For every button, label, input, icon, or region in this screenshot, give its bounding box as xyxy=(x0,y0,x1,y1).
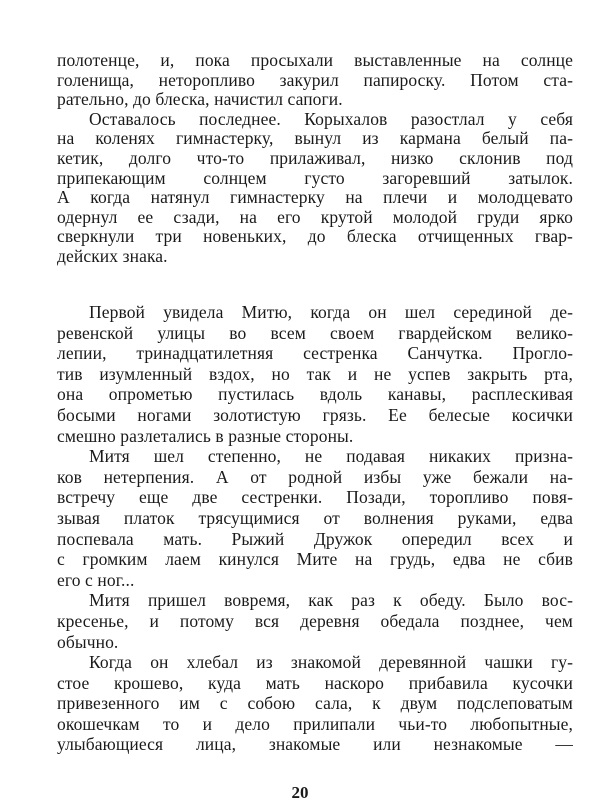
page-number: 20 xyxy=(291,783,309,802)
text-line: лепии, тринадцатилетняя сестренка Санчутка. Прогло- xyxy=(57,343,573,364)
text-line: А когда натянул гимнастерку на плечи и молодцевато xyxy=(57,187,573,208)
text-line: поспевала мать. Рыжий Дружок опередил всех и xyxy=(57,528,573,549)
text-line: рательно, до блеска, начистил сапоги. xyxy=(57,89,343,110)
text-line: ревенской улицы во всем своем гвардейском велико- xyxy=(57,322,573,343)
text-line: окошечкам то и дело прилипали чьи-то любопытные, xyxy=(57,713,573,734)
text-line: ков нетерпения. А от родной избы уже бежали на- xyxy=(57,466,573,487)
text-line: зывая платок трясущимися от волнения руками, едва xyxy=(57,507,573,528)
paragraph xyxy=(57,446,573,590)
text-line: смешно разлетались в разные стороны. xyxy=(57,425,354,446)
text-section-after-break xyxy=(57,302,573,755)
text-line: Первой увидела Митю, когда он шел серединой де- xyxy=(89,302,573,322)
text-line: встречу еще две сестренки. Позади, торопливо повя- xyxy=(57,487,573,508)
text-line: дейских знака. xyxy=(57,245,168,266)
text-line: Митя пришел вовремя, как раз к обеду. Было вос- xyxy=(89,590,573,611)
text-line: сверкнули три новеньких, до блеска отчищенных гвар- xyxy=(57,226,573,247)
text-line: припекающим солнцем густо загоревший затылок. xyxy=(57,167,573,188)
text-section-before-break xyxy=(57,51,573,267)
text-line: Митя шел степенно, не подавая никаких призна- xyxy=(89,446,573,467)
text-line: полотенце, и, пока просыхали выставленные на солнце xyxy=(57,50,573,70)
text-line: улыбающиеся лица, знакомые или незнакомые — xyxy=(57,734,573,755)
text-line: кетик, долго что-то прилаживал, низко склонив под xyxy=(57,147,573,168)
text-line: стое крошево, куда мать наскоро прибавила кусочки xyxy=(57,672,573,693)
text-line: босыми ногами золотистую грязь. Ее белесые косички xyxy=(57,404,573,425)
paragraph xyxy=(57,652,573,755)
text-line: кресенье, и потому вся деревня обедала позднее, чем xyxy=(57,610,573,631)
text-line: обычно. xyxy=(57,631,119,652)
text-line: его с ног... xyxy=(57,569,135,590)
text-line: одернул ее сзади, на его крутой молодой груди ярко xyxy=(57,206,573,227)
text-line: на коленях гимнастерку, вынул из кармана белый па- xyxy=(57,128,573,149)
text-line: Оставалось последнее. Корыхалов разостлал у себя xyxy=(89,108,573,129)
text-line: голенища, неторопливо закурил папироску. Потом ста- xyxy=(57,69,573,90)
paragraph xyxy=(57,302,573,446)
text-line: она опрометью пустилась вдоль канавы, расплескивая xyxy=(57,384,573,405)
text-line: Когда он хлебал из знакомой деревянной чашки гу- xyxy=(89,652,573,673)
text-line: с громким лаем кинулся Мите на грудь, едва не сбив xyxy=(57,549,573,570)
text-line: привезенного им с собою сала, к двум подслеповатым xyxy=(57,693,573,714)
text-line: тив изумленный вздох, но так и не успев закрыть рта, xyxy=(57,363,573,384)
paragraph xyxy=(57,51,573,110)
paragraph xyxy=(57,110,573,267)
paragraph xyxy=(57,590,573,652)
